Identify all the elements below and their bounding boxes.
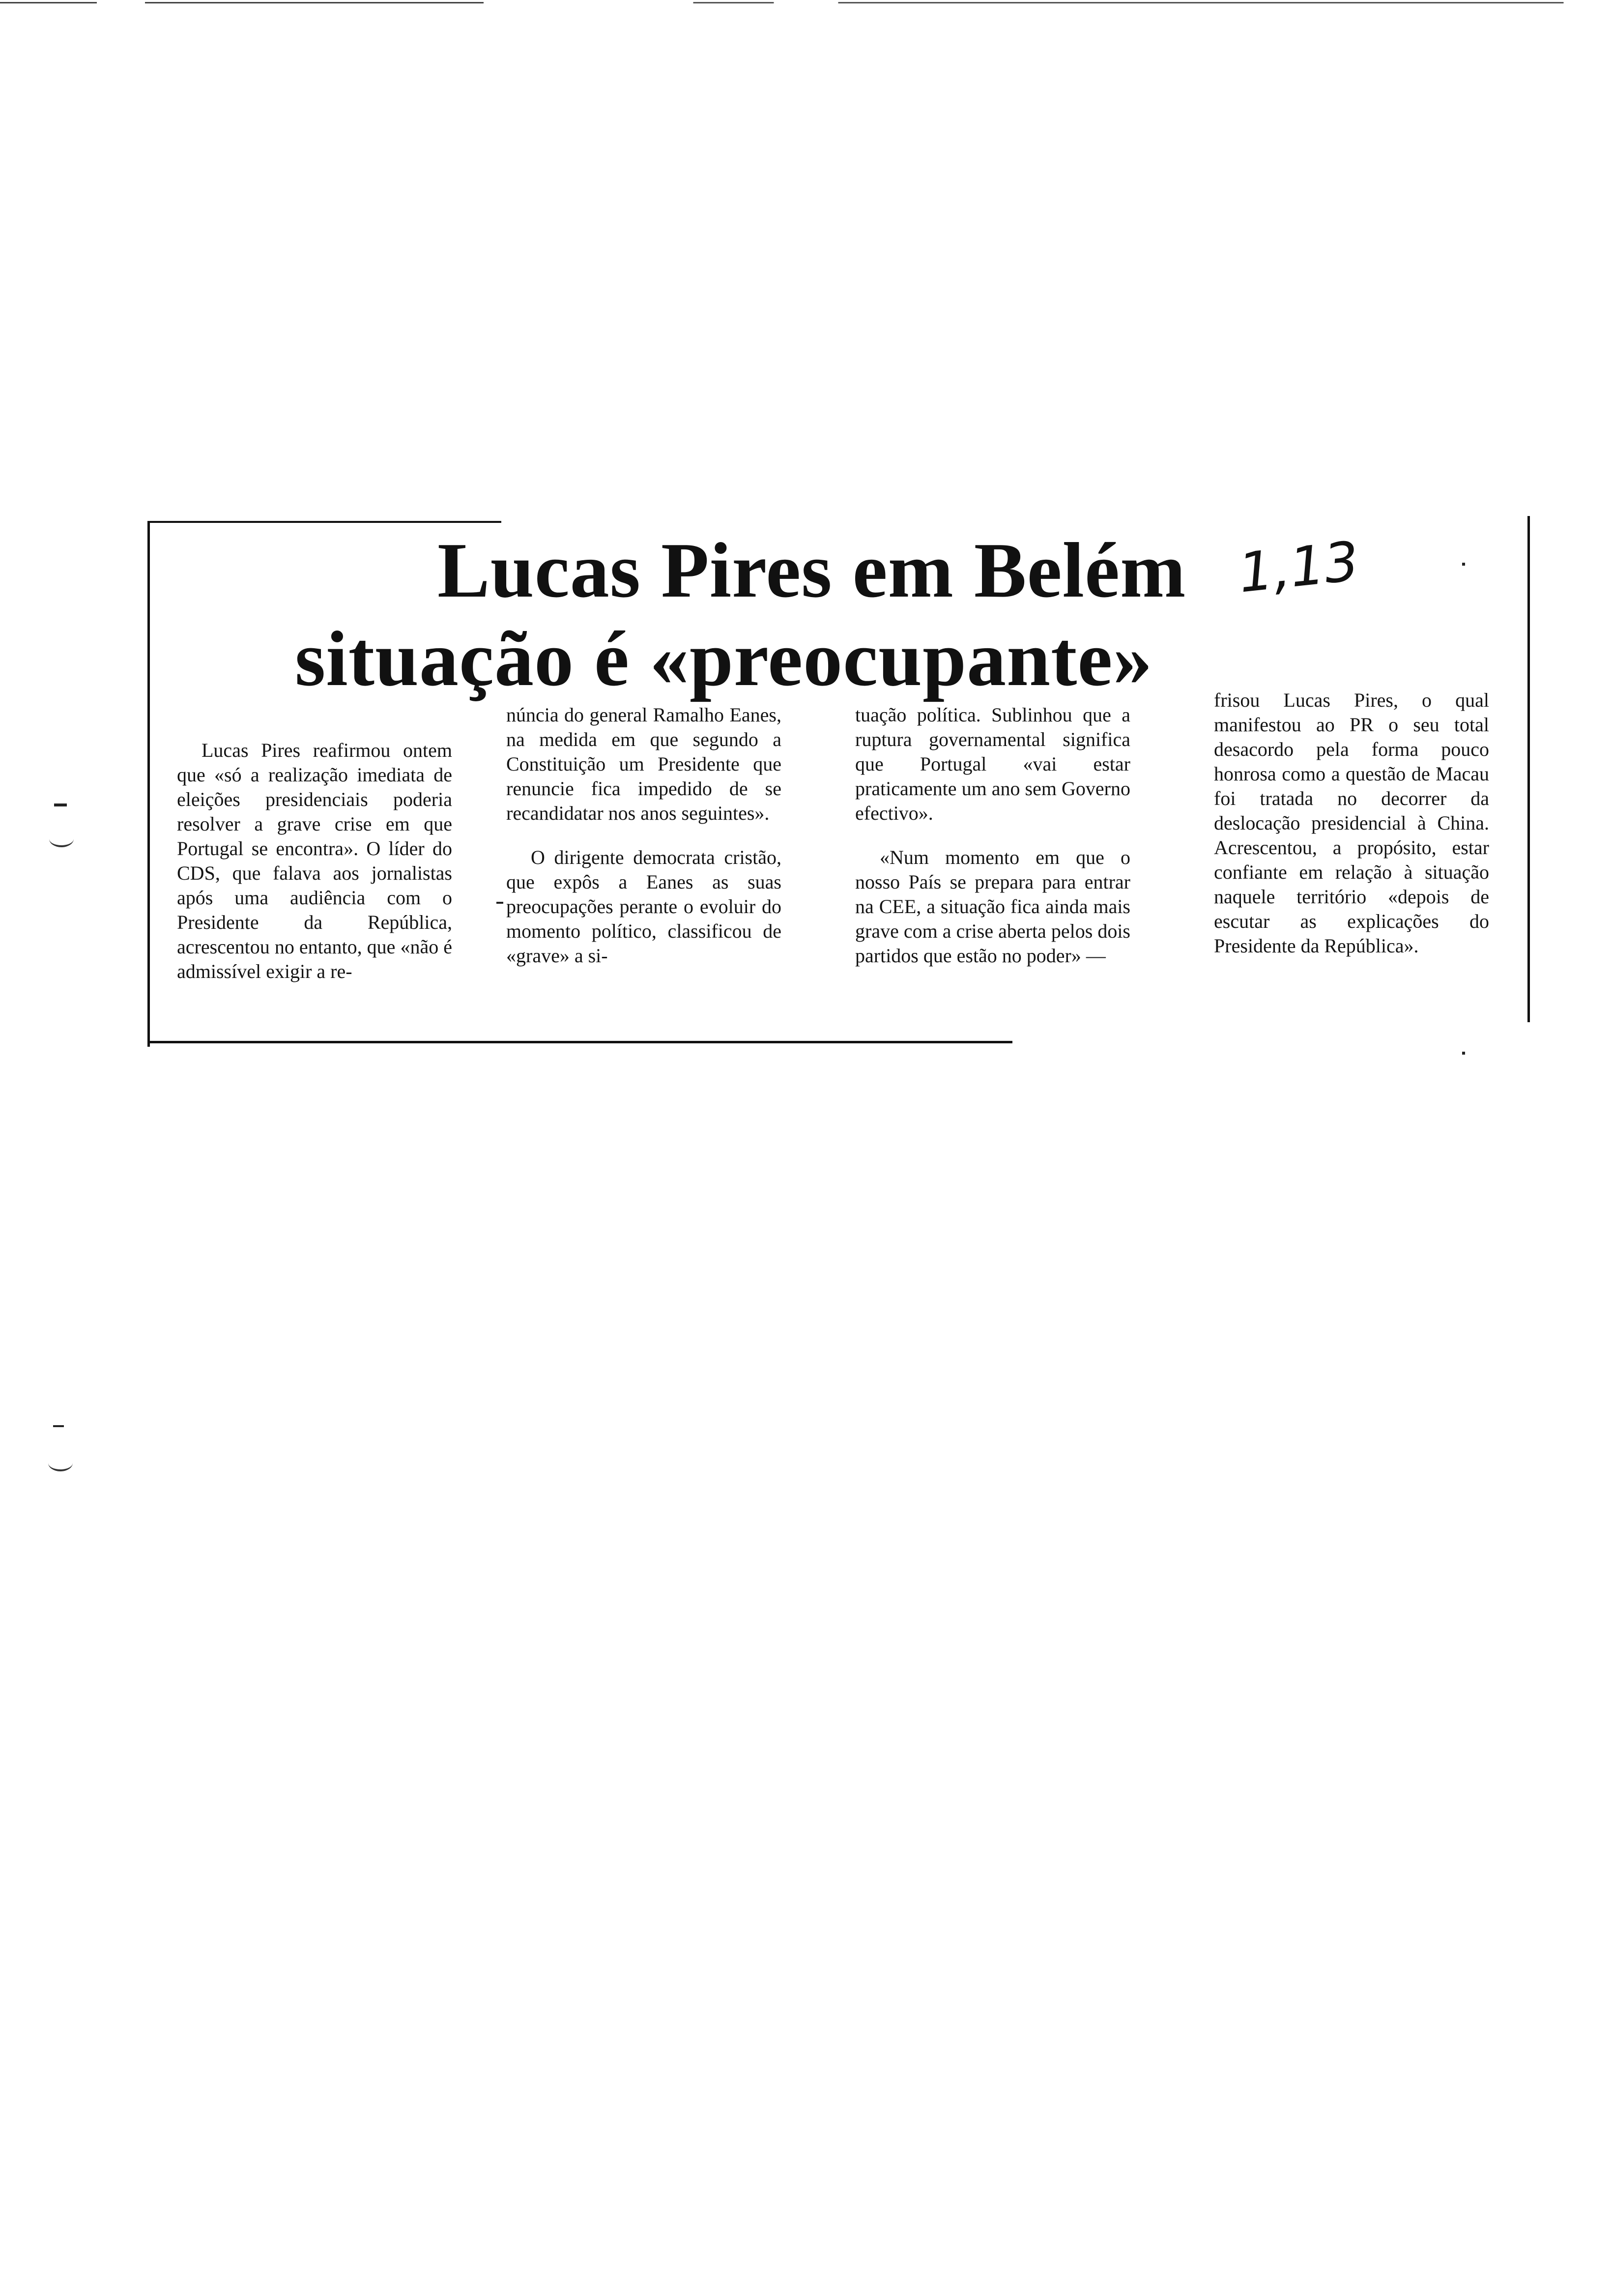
handwritten-annotation: 1,13 <box>1235 529 1362 605</box>
article-column-2 <box>506 703 781 988</box>
headline-line-1: Lucas Pires em Belém <box>437 526 1186 614</box>
clipping-border-top <box>147 521 501 523</box>
article-body <box>177 689 1524 1037</box>
article-paragraph: frisou Lucas Pires, o qual manifestou ao PR o seu total desacordo pela forma pouco honrosa como a questão de Macau foi tratada no decorrer da deslocação presidencial à China. Acrescentou, a propósito, estar confiante em relação à situação naquele território «depois de escutar as explicações do Presidente da República». <box>1214 689 1489 957</box>
article-paragraph: núncia do general Ramalho Eanes, na medida em que segundo a Constituição um Presidente que renuncie fica impedido de se recandidatar nos anos seguintes». <box>506 704 781 824</box>
article-column-3 <box>855 703 1130 988</box>
clipping-border-bottom <box>147 1041 1012 1043</box>
scan-artifact-top-line <box>0 2 1612 3</box>
clipping-border-left <box>147 521 150 1047</box>
scan-mark-paren <box>48 1455 73 1471</box>
article-paragraph: O dirigente democrata cristão, que expôs a Eanes as suas preocupações perante o evoluir do momento político, classificou de «grave» a si- <box>506 846 781 967</box>
scan-mark-paren <box>49 831 74 847</box>
newspaper-clipping <box>147 516 1533 1047</box>
article-paragraph: tuação política. Sublinhou que a ruptura governamental significa que Portugal «vai estar praticamente um ano sem Governo efectivo». <box>855 704 1130 824</box>
article-paragraph: Lucas Pires reafirmou ontem que «só a realização imediata de eleições presidenciais poderia resolver a grave crise em que Portugal se encontra». O líder do CDS, que falava aos jornalistas após uma audiência com o Presidente da República, acrescentou no entanto, que «não é admissível exigir a re- <box>177 739 452 982</box>
headline-line-2: situação é «preocupante» <box>295 615 1153 702</box>
clipping-border-right <box>1527 516 1530 1022</box>
scan-mark <box>54 804 67 806</box>
article-paragraph: «Num momento em que o nosso País se prepara para entrar na CEE, a situação fica ainda mais grave com a crise aberta pelos dois partidos que estão no poder» — <box>855 846 1130 967</box>
article-column-1 <box>177 738 452 1004</box>
scan-mark <box>53 1425 64 1427</box>
scan-speck <box>1462 1052 1465 1055</box>
article-column-4 <box>1214 688 1489 978</box>
